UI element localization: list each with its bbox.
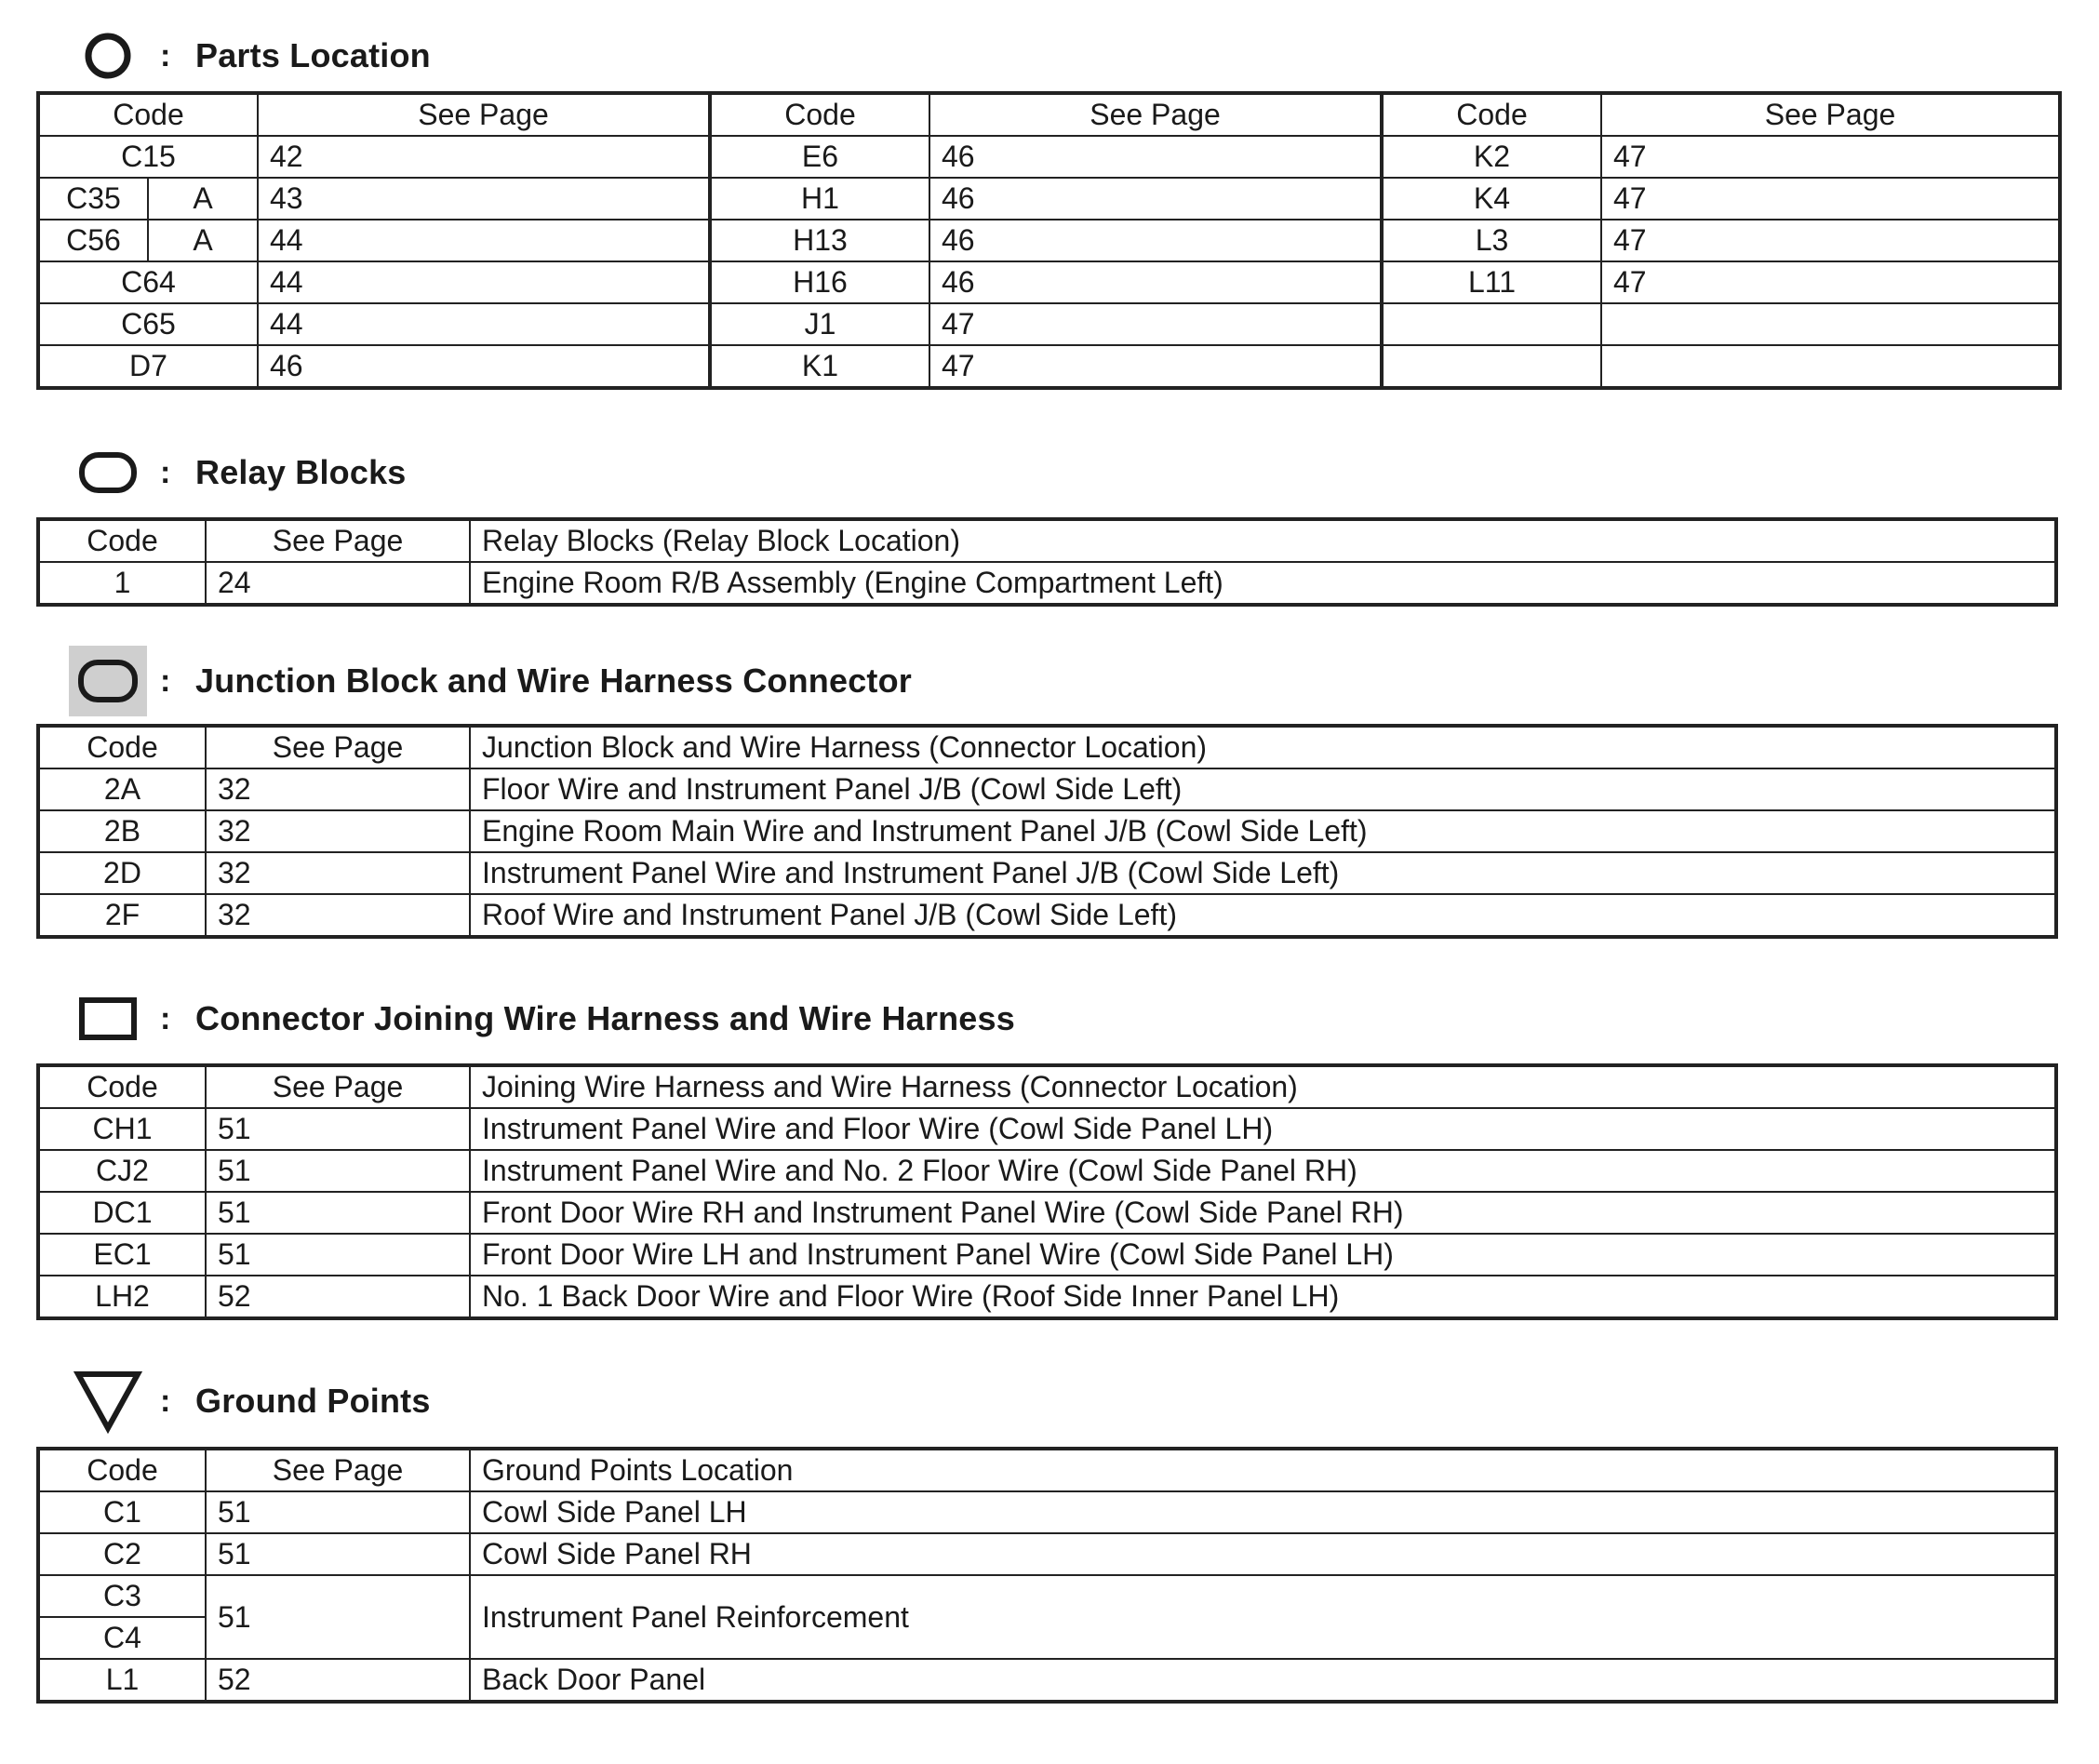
header-code: Code (38, 519, 206, 562)
page-cell: 47 (1601, 136, 2060, 178)
description-cell: Cowl Side Panel LH (470, 1491, 2056, 1533)
table-row (38, 1234, 2056, 1276)
table-header-row (38, 1449, 2056, 1491)
code-cell: C35 (38, 178, 148, 220)
header-code: Code (38, 726, 206, 768)
code-sub-cell: A (148, 220, 258, 261)
table-row (38, 178, 2060, 220)
description-cell: Instrument Panel Wire and Instrument Panel J/B (Cowl Side Left) (470, 852, 2056, 894)
heading-colon: : (160, 454, 171, 490)
page-cell: 44 (258, 220, 710, 261)
page-cell: 46 (929, 178, 1382, 220)
heading-colon: : (160, 662, 171, 699)
page-cell: 51 (206, 1234, 470, 1276)
header-see-page: See Page (206, 519, 470, 562)
code-cell: 2B (38, 810, 206, 852)
code-cell: 2D (38, 852, 206, 894)
rounded-rectangle-icon (65, 435, 151, 510)
circle-icon (65, 19, 151, 93)
code-cell: C1 (38, 1491, 206, 1533)
code-cell: 1 (38, 562, 206, 605)
header-code: Code (38, 1065, 206, 1108)
empty-cell (1382, 303, 1601, 345)
table-header-row (38, 1065, 2056, 1108)
description-cell: Front Door Wire RH and Instrument Panel Wire (Cowl Side Panel RH) (470, 1192, 2056, 1234)
page-cell: 51 (206, 1192, 470, 1234)
page-cell: 51 (206, 1575, 470, 1659)
section-title: Parts Location (195, 36, 431, 74)
connector-joining-table (36, 1063, 2058, 1320)
table-row (38, 1108, 2056, 1150)
code-cell: LH2 (38, 1276, 206, 1318)
page-cell: 47 (1601, 220, 2060, 261)
heading-colon: : (160, 37, 171, 74)
code-cell: CH1 (38, 1108, 206, 1150)
page-cell: 47 (1601, 261, 2060, 303)
table-header-row (38, 93, 2060, 136)
table-row (38, 303, 2060, 345)
shaded-rounded-rectangle-icon (65, 644, 151, 718)
code-cell: 2A (38, 768, 206, 810)
code-cell: DC1 (38, 1192, 206, 1234)
code-cell: C4 (38, 1617, 206, 1659)
description-cell: Instrument Panel Wire and No. 2 Floor Wire (Cowl Side Panel RH) (470, 1150, 2056, 1192)
table-row (38, 852, 2056, 894)
junction-block-heading (65, 644, 912, 718)
code-cell: H13 (710, 220, 929, 261)
ground-points-table (36, 1447, 2058, 1704)
page-cell: 43 (258, 178, 710, 220)
code-cell: C65 (38, 303, 258, 345)
description-cell: Floor Wire and Instrument Panel J/B (Cowl Side Left) (470, 768, 2056, 810)
code-cell: H16 (710, 261, 929, 303)
page-cell: 47 (1601, 178, 2060, 220)
page-cell: 46 (929, 261, 1382, 303)
heading-colon: : (160, 1000, 171, 1036)
description-cell: Instrument Panel Reinforcement (470, 1575, 2056, 1659)
code-cell: C56 (38, 220, 148, 261)
header-description: Joining Wire Harness and Wire Harness (Connector Location) (470, 1065, 2056, 1108)
header-code: Code (710, 93, 929, 136)
page-cell: 51 (206, 1150, 470, 1192)
header-see-page: See Page (206, 1449, 470, 1491)
header-code: Code (38, 93, 258, 136)
table-row (38, 1575, 2056, 1617)
page-cell: 32 (206, 810, 470, 852)
empty-cell (1382, 345, 1601, 388)
table-row (38, 810, 2056, 852)
description-cell: Instrument Panel Wire and Floor Wire (Cowl Side Panel LH) (470, 1108, 2056, 1150)
header-description: Junction Block and Wire Harness (Connector Location) (470, 726, 2056, 768)
table-row (38, 1533, 2056, 1575)
description-cell: Cowl Side Panel RH (470, 1533, 2056, 1575)
table-row (38, 220, 2060, 261)
page-cell: 52 (206, 1276, 470, 1318)
page-cell: 44 (258, 261, 710, 303)
code-cell: EC1 (38, 1234, 206, 1276)
code-sub-cell: A (148, 178, 258, 220)
header-code: Code (38, 1449, 206, 1491)
table-row (38, 1491, 2056, 1533)
table-header-row (38, 519, 2056, 562)
code-cell: CJ2 (38, 1150, 206, 1192)
connector-joining-heading (65, 982, 1015, 1056)
page-cell: 52 (206, 1659, 470, 1702)
header-description: Relay Blocks (Relay Block Location) (470, 519, 2056, 562)
code-cell: C3 (38, 1575, 206, 1617)
header-code: Code (1382, 93, 1601, 136)
page-cell: 51 (206, 1533, 470, 1575)
description-cell: Roof Wire and Instrument Panel J/B (Cowl Side Left) (470, 894, 2056, 937)
header-see-page: See Page (258, 93, 710, 136)
section-title: Relay Blocks (195, 453, 407, 491)
table-row (38, 1276, 2056, 1318)
relay-blocks-heading (65, 435, 407, 510)
code-cell: E6 (710, 136, 929, 178)
page-cell: 42 (258, 136, 710, 178)
page-cell: 51 (206, 1108, 470, 1150)
heading-colon: : (160, 1383, 171, 1419)
page-cell: 32 (206, 768, 470, 810)
section-title: Junction Block and Wire Harness Connector (195, 662, 913, 700)
header-see-page: See Page (929, 93, 1382, 136)
table-row (38, 1659, 2056, 1702)
page-cell: 32 (206, 894, 470, 937)
description-cell: Engine Room R/B Assembly (Engine Compartment Left) (470, 562, 2056, 605)
table-row (38, 261, 2060, 303)
table-header-row (38, 726, 2056, 768)
table-row (38, 345, 2060, 388)
code-cell: K1 (710, 345, 929, 388)
code-cell: C64 (38, 261, 258, 303)
header-see-page: See Page (1601, 93, 2060, 136)
code-cell: K4 (1382, 178, 1601, 220)
ground-points-heading (65, 1364, 431, 1438)
parts-location-table (36, 91, 2062, 390)
page-cell: 46 (258, 345, 710, 388)
page-cell: 46 (929, 136, 1382, 178)
page-cell: 51 (206, 1491, 470, 1533)
code-cell: D7 (38, 345, 258, 388)
table-row (38, 894, 2056, 937)
header-see-page: See Page (206, 726, 470, 768)
code-cell: C2 (38, 1533, 206, 1575)
page-cell: 47 (929, 345, 1382, 388)
header-description: Ground Points Location (470, 1449, 2056, 1491)
code-cell: H1 (710, 178, 929, 220)
code-cell: C15 (38, 136, 258, 178)
triangle-down-icon (65, 1364, 151, 1438)
code-cell: L1 (38, 1659, 206, 1702)
header-see-page: See Page (206, 1065, 470, 1108)
code-cell: L11 (1382, 261, 1601, 303)
description-cell: No. 1 Back Door Wire and Floor Wire (Roof Side Inner Panel LH) (470, 1276, 2056, 1318)
page-cell: 47 (929, 303, 1382, 345)
page-cell: 44 (258, 303, 710, 345)
rectangle-icon (65, 982, 151, 1056)
section-title: Connector Joining Wire Harness and Wire Harness (195, 999, 1015, 1037)
table-row (38, 768, 2056, 810)
relay-blocks-table (36, 517, 2058, 607)
code-cell: 2F (38, 894, 206, 937)
table-row (38, 136, 2060, 178)
code-cell: K2 (1382, 136, 1601, 178)
page-cell: 32 (206, 852, 470, 894)
table-row (38, 1192, 2056, 1234)
parts-location-heading (65, 19, 431, 93)
section-title: Ground Points (195, 1382, 431, 1420)
page-cell: 46 (929, 220, 1382, 261)
empty-cell (1601, 303, 2060, 345)
table-row (38, 1150, 2056, 1192)
description-cell: Back Door Panel (470, 1659, 2056, 1702)
code-cell: L3 (1382, 220, 1601, 261)
code-cell: J1 (710, 303, 929, 345)
description-cell: Front Door Wire LH and Instrument Panel Wire (Cowl Side Panel LH) (470, 1234, 2056, 1276)
description-cell: Engine Room Main Wire and Instrument Panel J/B (Cowl Side Left) (470, 810, 2056, 852)
page-cell: 24 (206, 562, 470, 605)
table-row (38, 562, 2056, 605)
empty-cell (1601, 345, 2060, 388)
junction-block-table (36, 724, 2058, 939)
